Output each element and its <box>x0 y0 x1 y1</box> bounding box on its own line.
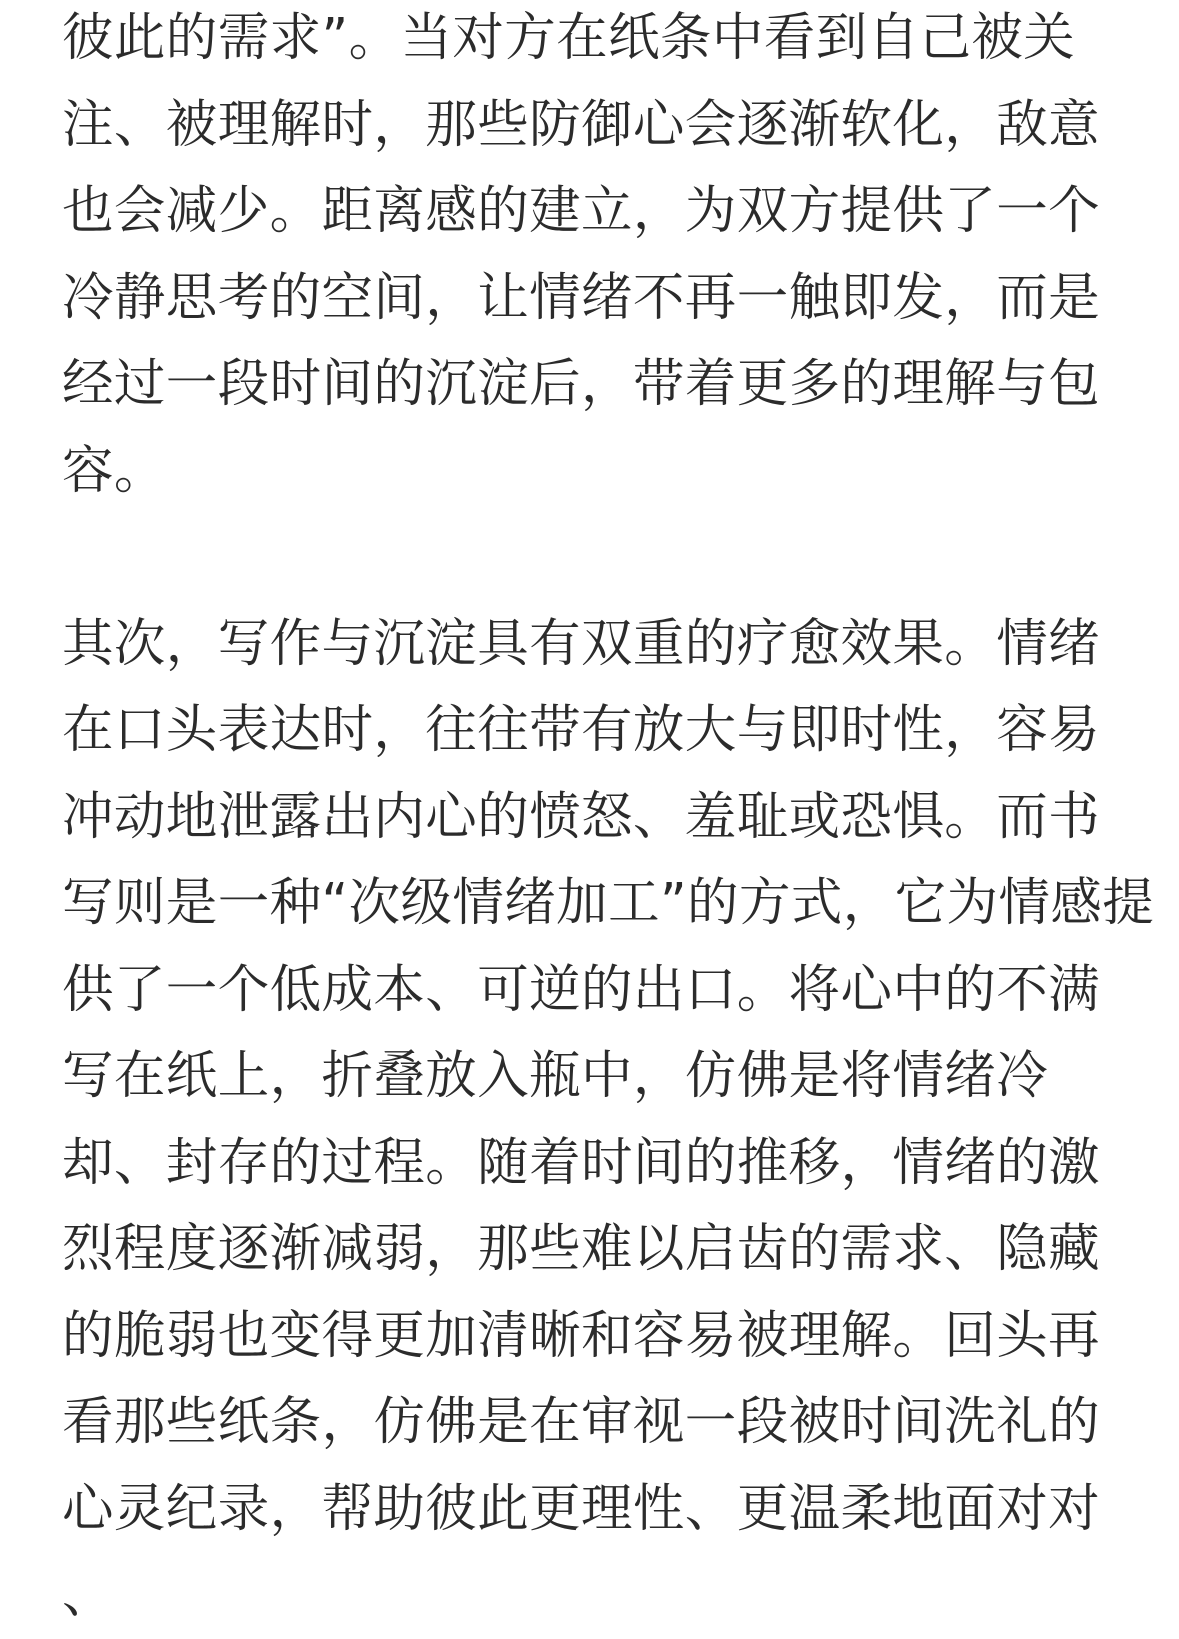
text-line: 注、被理解时，那些防御心会逐渐软化，敌意 <box>62 94 1101 155</box>
paragraph <box>62 601 1155 1639</box>
text-line: 容。 <box>62 440 166 501</box>
article-body <box>62 0 1155 1639</box>
text-line: 也会减少。距离感的建立，为双方提供了一个 <box>62 181 1101 241</box>
text-line: 经过一段时间的沉淀后，带着更多的理解与包 <box>62 354 1101 414</box>
text-line: 彼此的需求”。当对方在纸条中看到自己被关 <box>62 8 1076 68</box>
text-line: 写在纸上，折叠放入瓶中，仿佛是将情绪冷 <box>62 1046 1049 1106</box>
text-line: 在口头表达时，往往带有放大与即时性，容易 <box>62 700 1101 760</box>
text-line: 供了一个低成本、可逆的出口。将心中的不满 <box>62 959 1101 1020</box>
text-line: 心灵纪录，帮助彼此更理性、更温柔地面对对 <box>62 1478 1101 1539</box>
text-line: 其次，写作与沉淀具有双重的疗愈效果。情绪 <box>62 613 1101 674</box>
text-line: 冲动地泄露出内心的愤怒、羞耻或恐惧。而书 <box>62 786 1101 847</box>
text-line: 写则是一种“次级情绪加工”的方式，它为情感提 <box>62 873 1155 933</box>
text-line: 烈程度逐渐减弱，那些难以启齿的需求、隐藏 <box>62 1219 1101 1279</box>
text-line: 、 <box>62 1565 114 1625</box>
paragraph <box>62 0 1122 514</box>
text-line: 却、封存的过程。随着时间的推移，情绪的激 <box>62 1132 1101 1193</box>
text-line: 看那些纸条，仿佛是在审视一段被时间洗礼的 <box>62 1392 1101 1452</box>
text-line: 冷静思考的空间，让情绪不再一触即发，而是 <box>62 267 1101 328</box>
paragraph-gap <box>62 514 1122 601</box>
text-line: 的脆弱也变得更加清晰和容易被理解。回头再 <box>62 1305 1101 1366</box>
